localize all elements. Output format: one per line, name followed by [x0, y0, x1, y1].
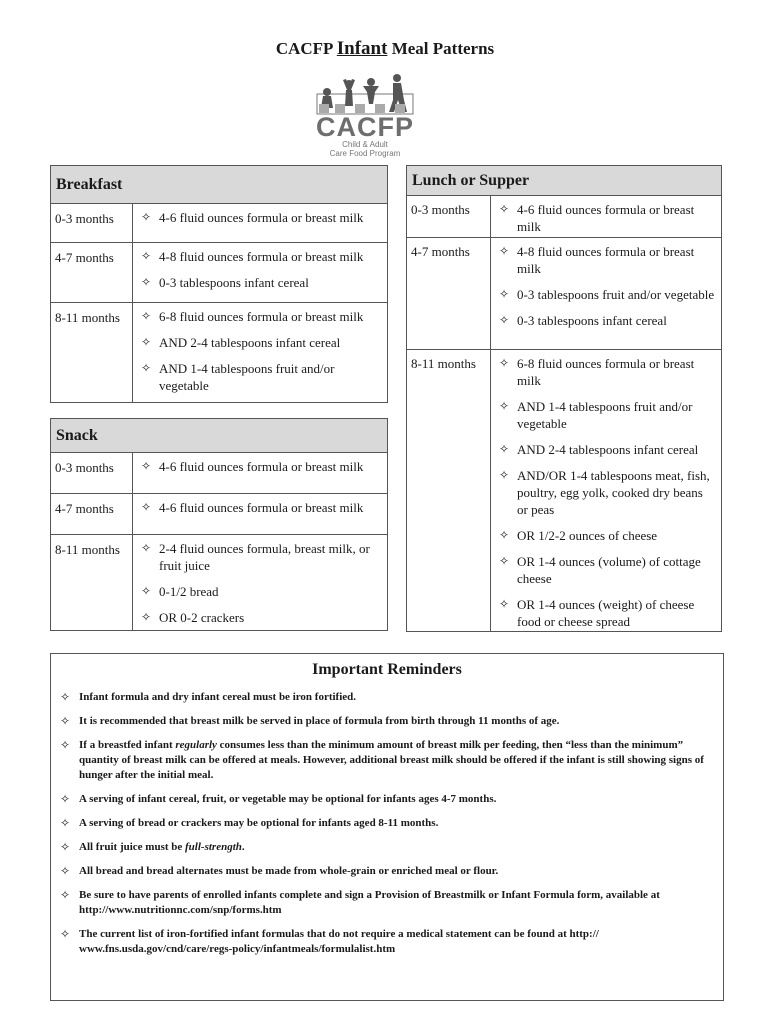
- age-cell: 4-7 months: [51, 494, 133, 534]
- reminder-item: ✧ Be sure to have parents of enrolled infants complete and sign a Provision of Breastmilk or Infant Formula form, available at http://www.nutritionnc.com/snp/forms.htm: [51, 888, 723, 918]
- items-cell: [133, 204, 387, 242]
- diamond-bullet-icon: ✧: [498, 356, 510, 370]
- diamond-bullet-icon: ✧: [59, 840, 71, 854]
- list-item: ✧ 0-3 tablespoons fruit and/or vegetable: [491, 286, 721, 303]
- list-item: ✧ 4-8 fluid ounces formula or breast milk: [133, 248, 387, 265]
- table-row: [51, 204, 387, 243]
- items-cell: [491, 238, 721, 349]
- reminder-item: ✧ If a breastfed infant regularly consumes less than the minimum amount of breast milk per feeding, then “less than the minimum” quantity of breast milk can be offered at meals. However, additional breast milk should be offered if the infant is still showing signs of hunger after the initial meal.: [51, 738, 723, 783]
- cacfp-logo: [305, 72, 425, 158]
- diamond-bullet-icon: ✧: [140, 275, 152, 289]
- diamond-bullet-icon: ✧: [140, 335, 152, 349]
- table-row: [407, 238, 721, 350]
- items-cell: [133, 494, 387, 534]
- diamond-bullet-icon: ✧: [59, 888, 71, 902]
- logo-subtitle: Child & Adult Care Food Program: [329, 140, 401, 158]
- table-row: [407, 196, 721, 238]
- list-item: ✧ OR 1-4 ounces (weight) of cheese food or cheese spread: [491, 596, 721, 630]
- snack-table: [50, 418, 388, 631]
- diamond-bullet-icon: ✧: [498, 202, 510, 216]
- reminder-item: ✧ All bread and bread alternates must be made from whole-grain or enriched meal or flour.: [51, 864, 723, 879]
- reminder-item: ✧ All fruit juice must be full-strength.: [51, 840, 723, 855]
- diamond-bullet-icon: ✧: [498, 244, 510, 258]
- reminder-item: ✧ A serving of infant cereal, fruit, or vegetable may be optional for infants ages 4-7 months.: [51, 792, 723, 807]
- table-row: [51, 303, 387, 402]
- reminder-item: ✧ Infant formula and dry infant cereal must be iron fortified.: [51, 690, 723, 705]
- diamond-bullet-icon: ✧: [59, 792, 71, 806]
- diamond-bullet-icon: ✧: [140, 249, 152, 263]
- diamond-bullet-icon: ✧: [59, 816, 71, 830]
- age-cell: 0-3 months: [51, 453, 133, 493]
- diamond-bullet-icon: ✧: [498, 468, 510, 482]
- diamond-bullet-icon: ✧: [498, 554, 510, 568]
- diamond-bullet-icon: ✧: [498, 313, 510, 327]
- reminder-item: ✧ It is recommended that breast milk be served in place of formula from birth through 11 months of age.: [51, 714, 723, 729]
- age-cell: 8-11 months: [51, 303, 133, 402]
- list-item: ✧ 6-8 fluid ounces formula or breast milk: [133, 308, 387, 325]
- lunch-supper-table: [406, 165, 722, 632]
- list-item: ✧ 4-6 fluid ounces formula or breast milk: [133, 499, 387, 516]
- reminders-heading: Important Reminders: [312, 661, 462, 678]
- age-cell: 4-7 months: [51, 243, 133, 302]
- diamond-bullet-icon: ✧: [59, 864, 71, 878]
- age-cell: 8-11 months: [51, 535, 133, 630]
- items-cell: [133, 303, 387, 402]
- age-cell: 0-3 months: [51, 204, 133, 242]
- diamond-bullet-icon: ✧: [59, 714, 71, 728]
- diamond-bullet-icon: ✧: [498, 442, 510, 456]
- items-cell: [133, 453, 387, 493]
- list-item: ✧ AND 2-4 tablespoons infant cereal: [133, 334, 387, 351]
- diamond-bullet-icon: ✧: [498, 528, 510, 542]
- list-item: ✧ 4-6 fluid ounces formula or breast milk: [133, 209, 387, 226]
- diamond-bullet-icon: ✧: [59, 738, 71, 752]
- list-item: ✧ 4-6 fluid ounces formula or breast milk: [133, 458, 387, 475]
- age-cell: 0-3 months: [407, 196, 491, 237]
- list-item: ✧ 0-1/2 bread: [133, 583, 387, 600]
- breakfast-table: [50, 165, 388, 403]
- logo-wordmark: CACFP: [316, 112, 414, 142]
- list-item: ✧ AND/OR 1-4 tablespoons meat, fish, poultry, egg yolk, cooked dry beans or peas: [491, 467, 721, 518]
- important-reminders-box: [50, 653, 724, 1001]
- list-item: ✧ 4-8 fluid ounces formula or breast milk: [491, 243, 721, 277]
- diamond-bullet-icon: ✧: [140, 610, 152, 624]
- diamond-bullet-icon: ✧: [59, 927, 71, 941]
- reminder-item: ✧ A serving of bread or crackers may be optional for infants aged 8-11 months.: [51, 816, 723, 831]
- items-cell: [491, 196, 721, 237]
- diamond-bullet-icon: ✧: [140, 309, 152, 323]
- diamond-bullet-icon: ✧: [140, 459, 152, 473]
- diamond-bullet-icon: ✧: [140, 210, 152, 224]
- list-item: ✧ 0-3 tablespoons infant cereal: [491, 312, 721, 329]
- list-item: ✧ 0-3 tablespoons infant cereal: [133, 274, 387, 291]
- items-cell: [133, 535, 387, 630]
- list-item: ✧ OR 0-2 crackers: [133, 609, 387, 626]
- list-item: ✧ 2-4 fluid ounces formula, breast milk, or fruit juice: [133, 540, 387, 574]
- lunch-supper-heading: Lunch or Supper: [407, 166, 721, 196]
- diamond-bullet-icon: ✧: [498, 287, 510, 301]
- age-cell: 8-11 months: [407, 350, 491, 631]
- table-row: [51, 494, 387, 535]
- table-row: [51, 535, 387, 630]
- reminder-item: ✧ The current list of iron-fortified infant formulas that do not require a medical statement can be found at http:// www.fns.usda.gov/cnd/care/regs-policy/infantmeals/formulalist.htm: [51, 927, 723, 957]
- diamond-bullet-icon: ✧: [498, 597, 510, 611]
- page-title: CACFP Infant Meal Patterns: [275, 38, 495, 59]
- diamond-bullet-icon: ✧: [140, 361, 152, 375]
- list-item: ✧ OR 1/2-2 ounces of cheese: [491, 527, 721, 544]
- diamond-bullet-icon: ✧: [140, 541, 152, 555]
- snack-heading: Snack: [51, 419, 387, 453]
- items-cell: [133, 243, 387, 302]
- list-item: ✧ AND 1-4 tablespoons fruit and/or vegetable: [491, 398, 721, 432]
- items-cell: [491, 350, 721, 631]
- list-item: ✧ AND 1-4 tablespoons fruit and/or vegetable: [133, 360, 387, 394]
- table-row: [51, 453, 387, 494]
- table-row: [51, 243, 387, 303]
- list-item: ✧ OR 1-4 ounces (volume) of cottage cheese: [491, 553, 721, 587]
- diamond-bullet-icon: ✧: [140, 500, 152, 514]
- diamond-bullet-icon: ✧: [140, 584, 152, 598]
- diamond-bullet-icon: ✧: [498, 399, 510, 413]
- table-row: [407, 350, 721, 631]
- breakfast-heading: Breakfast: [51, 166, 387, 204]
- age-cell: 4-7 months: [407, 238, 491, 349]
- list-item: ✧ 4-6 fluid ounces formula or breast milk: [491, 201, 721, 235]
- diamond-bullet-icon: ✧: [59, 690, 71, 704]
- list-item: ✧ 6-8 fluid ounces formula or breast milk: [491, 355, 721, 389]
- list-item: ✧ AND 2-4 tablespoons infant cereal: [491, 441, 721, 458]
